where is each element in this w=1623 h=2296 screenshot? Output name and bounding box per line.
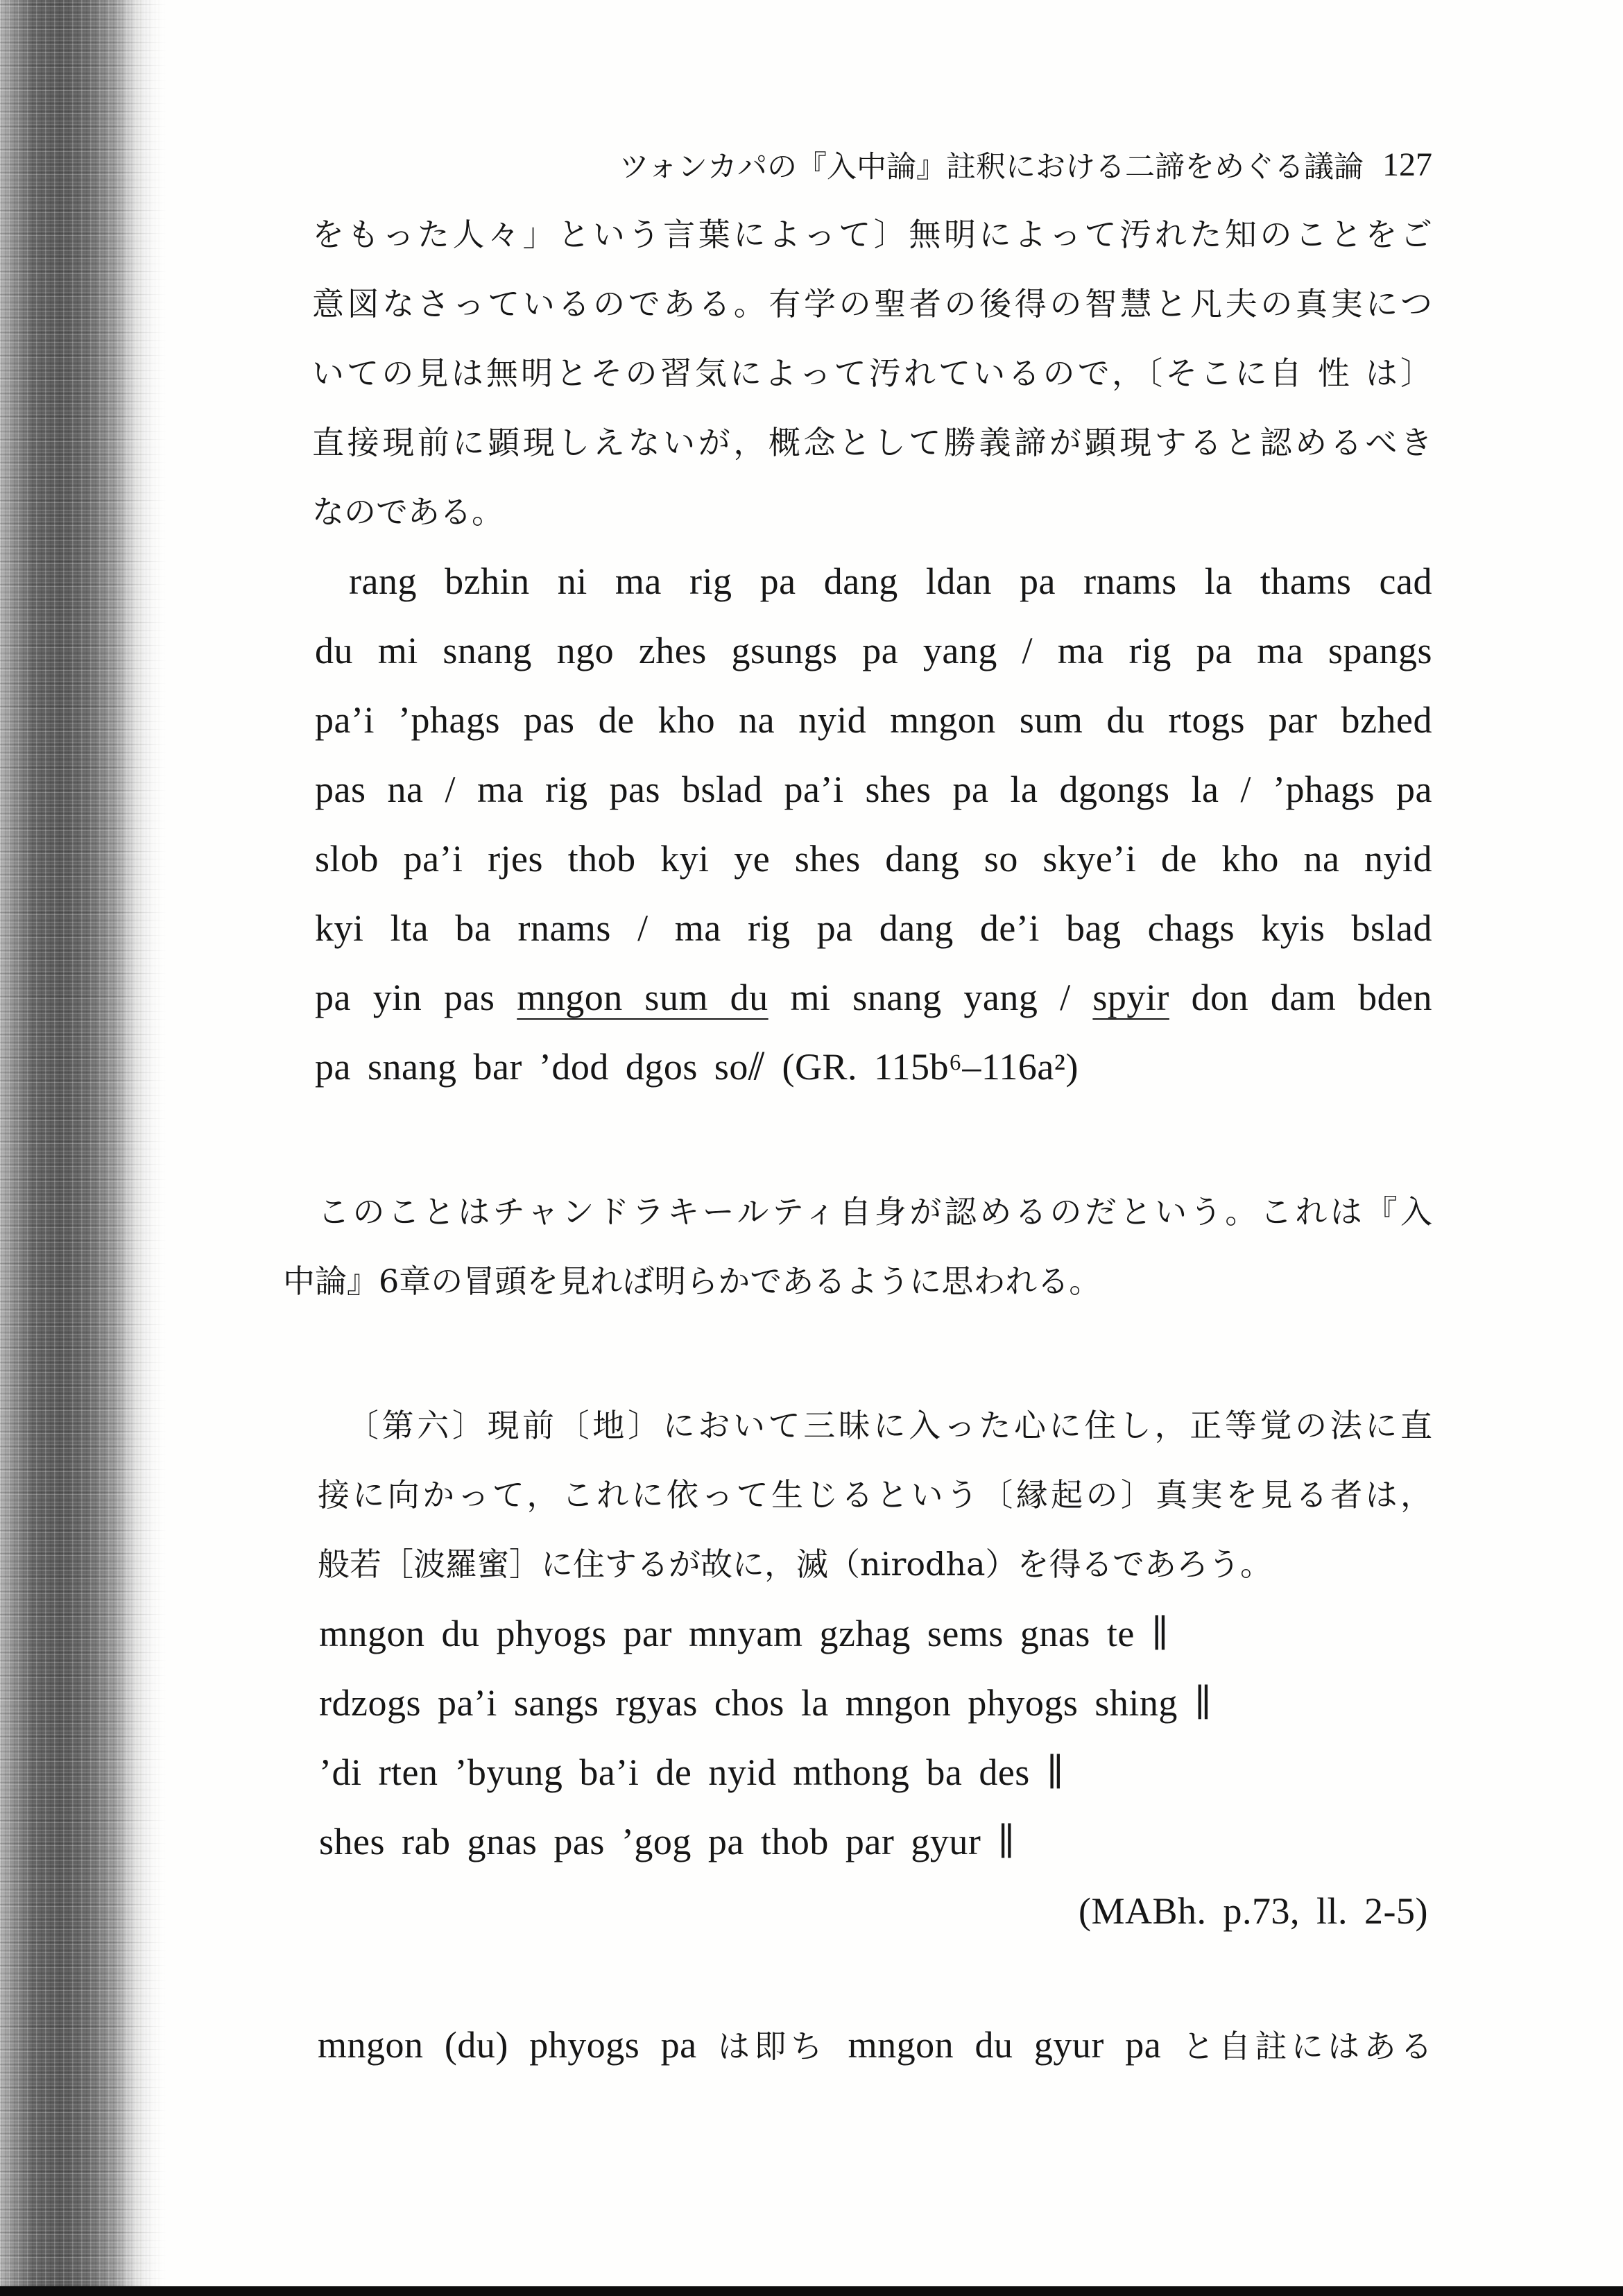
tibetan-term: mngon du gyur pa xyxy=(848,2024,1162,2066)
translation-line: 般若［波羅蜜］に住するが故に，滅（nirodha）を得るであろう。 xyxy=(318,1545,1273,1583)
verse-line: shes rab gnas pas ’gog pa thob par gyur ∥ xyxy=(319,1821,1015,1862)
translation-line: 〔第六〕現前〔地〕において三昧に入った心に住し，正等覚の法に直 xyxy=(347,1407,1432,1444)
tibetan-transliteration-line: du mi snang ngo zhes gsungs pa yang / ma rig pa ma spangs xyxy=(315,630,1432,671)
source-citation: (GR. 115b⁶–116a²) xyxy=(782,1046,1079,1088)
quote-japanese-line: 意図なさっているのである。有学の聖者の後得の智慧と凡夫の真実につ xyxy=(312,285,1432,323)
verse-line: mngon du phyogs par mnyam gzhag sems gnas te ∥ xyxy=(319,1613,1169,1654)
tibetan-transliteration-line xyxy=(315,1032,1432,1102)
running-title: ツォンカパの『入中論』註釈における二諦をめぐる議論 xyxy=(619,149,1364,185)
tibetan-text: pa snang bar ’dod dgos so⫽ xyxy=(315,1046,766,1088)
tibetan-transliteration-line: pas na / ma rig pas bslad pa’i shes pa la dgongs la / ’phags pa xyxy=(315,769,1432,810)
quote-japanese-line: をもった人々」という言葉によって〕無明によって汚れた知のことをご xyxy=(312,216,1432,253)
running-head xyxy=(619,130,1432,199)
body-text-line: 中論』6章の冒頭を見れば明らかであるように思われる。 xyxy=(283,1262,1101,1300)
tibetan-text: mi snang yang / xyxy=(790,977,1071,1018)
tibetan-transliteration-line xyxy=(315,963,1432,1032)
quote-japanese-line: 直接現前に顕現しえないが，概念として勝義諦が顕現すると認めるべき xyxy=(312,424,1432,461)
verse-line: rdzogs pa’i sangs rgyas chos la mngon phyogs shing ∥ xyxy=(319,1682,1212,1724)
japanese-text: は即ち xyxy=(718,2028,827,2065)
tibetan-transliteration-line: rang bzhin ni ma rig pa dang ldan pa rnams la thams cad xyxy=(349,560,1432,602)
verse-line: ’di rten ’byung ba’i de nyid mthong ba des ∥ xyxy=(319,1751,1065,1793)
page-number: 127 xyxy=(1382,146,1432,183)
tibetan-transliteration-line: pa’i ’phags pas de kho na nyid mngon sum du rtogs par bzhed xyxy=(315,699,1432,741)
japanese-text: と自註にはある xyxy=(1182,2028,1433,2065)
tibetan-text: don dam bden xyxy=(1191,977,1433,1018)
tibetan-transliteration-line: kyi lta ba rnams / ma rig pa dang de’i bag chags kyis bslad xyxy=(315,907,1432,949)
underlined-term: spyir xyxy=(1092,977,1169,1018)
quote-japanese-line: いての見は無明とその習気によって汚れているので，〔そこに自 性 は〕 xyxy=(312,354,1432,392)
underlined-term: mngon sum du xyxy=(517,977,768,1018)
quote-japanese-line: なのである。 xyxy=(312,493,504,531)
translation-line: 接に向かって，これに依って生じるという〔縁起の〕真実を見る者は， xyxy=(318,1476,1432,1514)
tibetan-text: pa yin pas xyxy=(315,977,495,1018)
scan-edge-shadow xyxy=(0,0,166,2296)
body-text-line: このことはチャンドラキールティ自身が認めるのだという。これは『入 xyxy=(318,1193,1432,1231)
source-citation: (MABh. p.73, ll. 2-5) xyxy=(1079,1890,1428,1932)
tibetan-transliteration-line: slob pa’i rjes thob kyi ye shes dang so skye’i de kho na nyid xyxy=(315,838,1432,880)
tibetan-term: mngon (du) phyogs pa xyxy=(318,2024,697,2066)
scan-bottom-edge xyxy=(0,2286,1623,2296)
closing-line xyxy=(318,2010,1432,2080)
